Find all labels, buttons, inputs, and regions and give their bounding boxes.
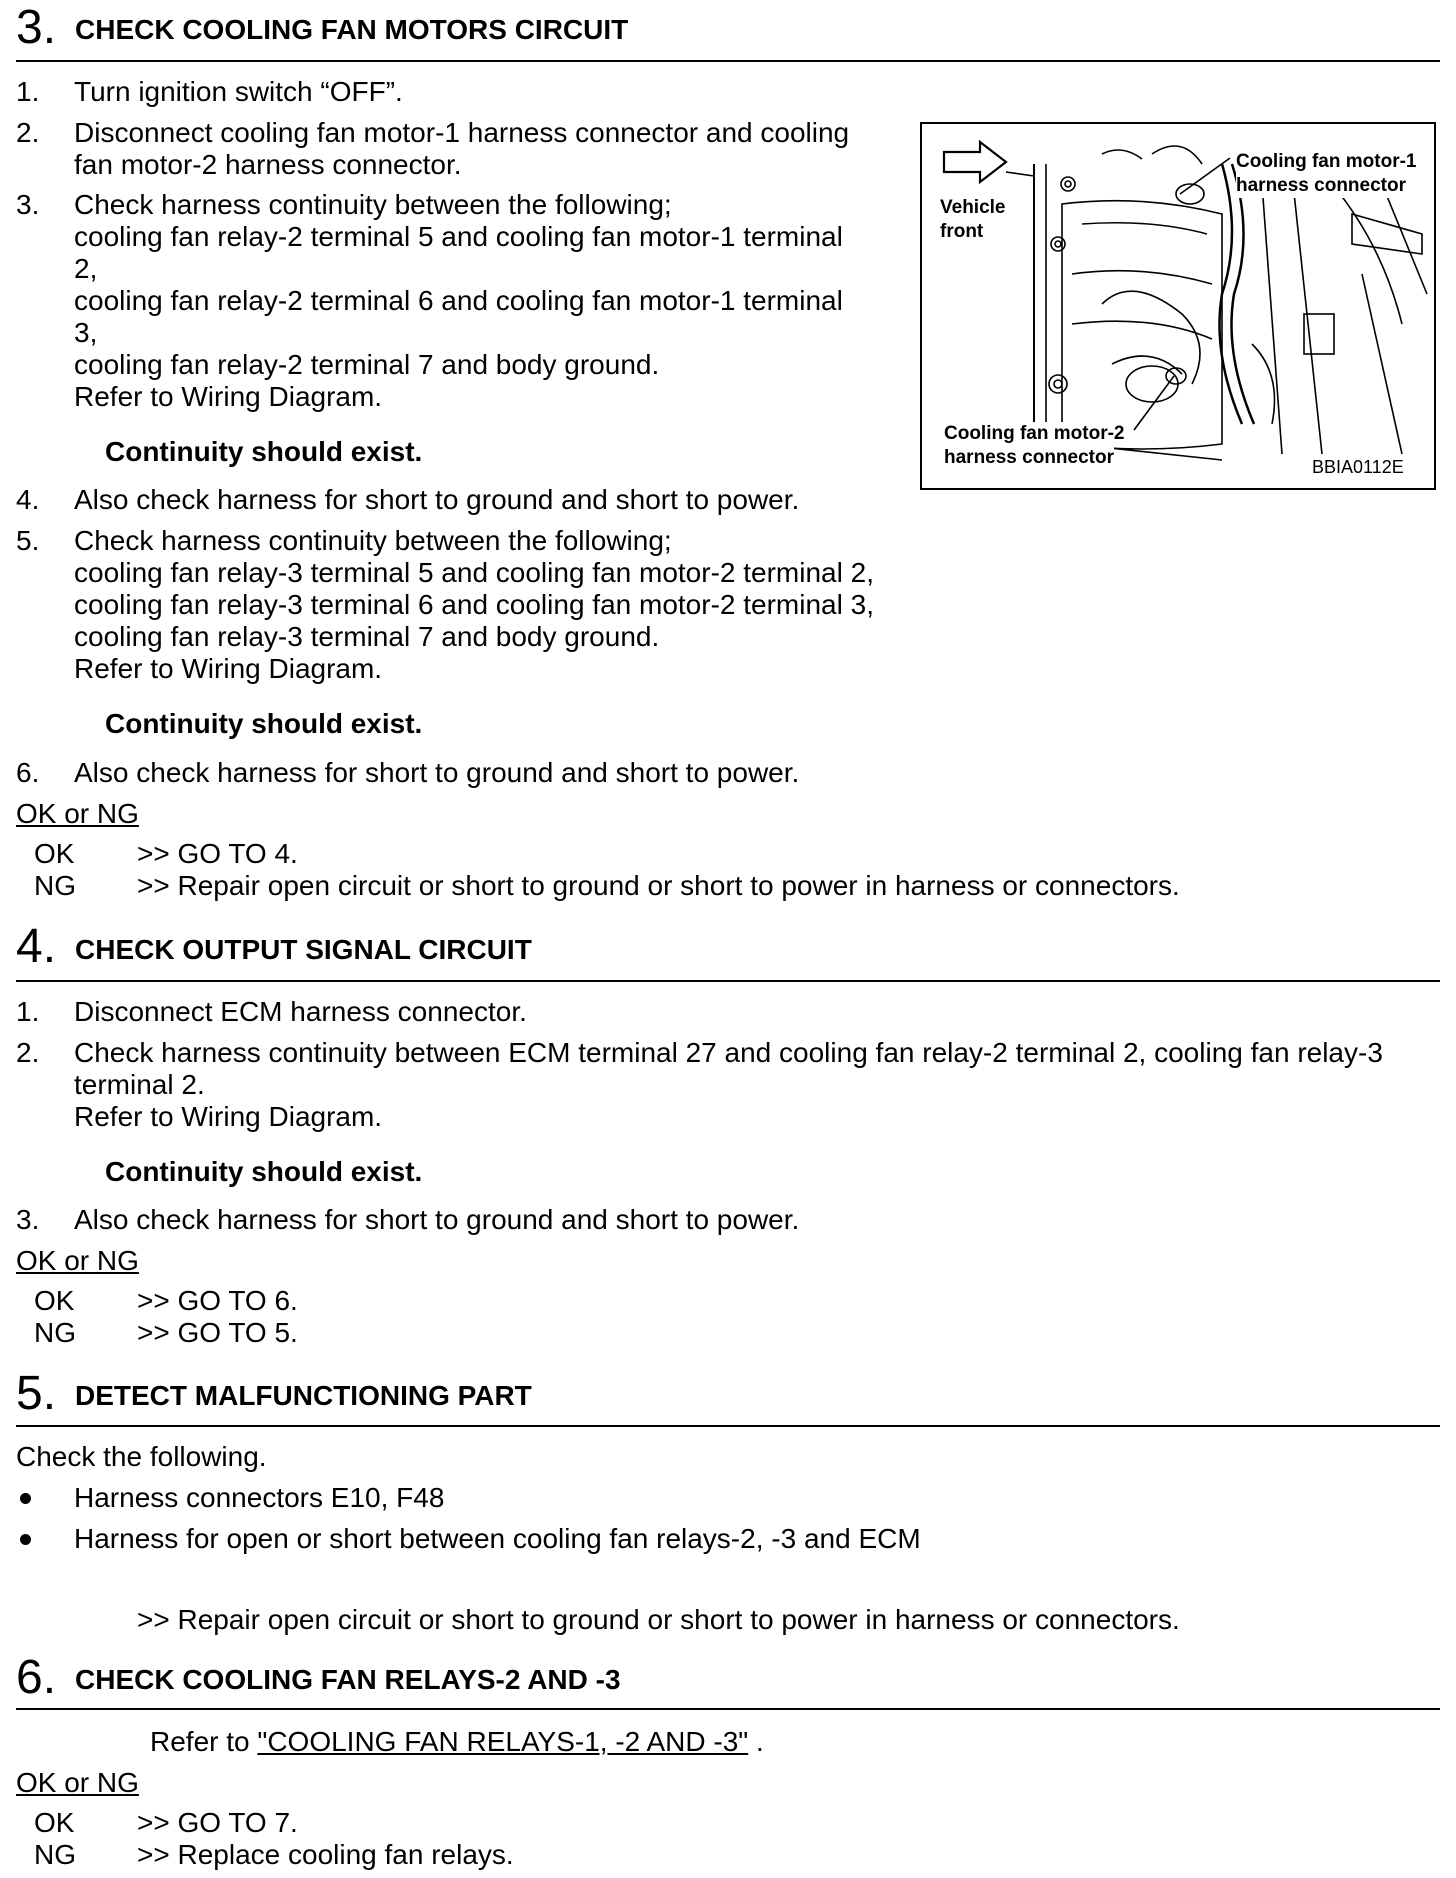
step-4-number: 4. — [16, 920, 57, 973]
list-number: 4. — [16, 484, 40, 515]
continuity-note: Continuity should exist. — [105, 1156, 423, 1187]
list-number: 3. — [16, 1204, 40, 1235]
list-item-text: cooling fan relay-3 terminal 7 and body ground. — [74, 621, 660, 652]
refer-line — [150, 1726, 764, 1758]
vehicle-front-label: Vehicle — [940, 197, 1006, 218]
ng-label: NG — [34, 870, 76, 901]
ok-label: OK — [34, 1285, 75, 1316]
step-5-number: 5. — [16, 1367, 57, 1420]
vehicle-front-label: front — [940, 221, 984, 242]
step-6-number: 6. — [16, 1651, 57, 1704]
connector-location-figure — [920, 122, 1436, 490]
list-number: 5. — [16, 525, 40, 556]
ng-action: >> Replace cooling fan relays. — [137, 1839, 514, 1870]
ng-action: >> Repair open circuit or short to ground or short to power in harness or connectors. — [137, 870, 1180, 901]
list-item-text: Refer to Wiring Diagram. — [74, 381, 383, 412]
list-item-text: cooling fan relay-3 terminal 6 and cooling fan motor-2 terminal 3, — [74, 589, 874, 620]
ok-action: >> GO TO 4. — [137, 838, 298, 869]
list-item-text: Check harness continuity between the following; — [74, 525, 672, 556]
ok-action: >> GO TO 6. — [137, 1285, 298, 1316]
step-6-rule — [16, 1708, 1440, 1710]
ok-or-ng-heading: OK or NG — [16, 1245, 139, 1276]
motor-1-connector-label: Cooling fan motor-1 — [1236, 151, 1417, 172]
list-number: 3. — [16, 189, 40, 220]
ng-label: NG — [34, 1839, 76, 1870]
ng-action: >> GO TO 5. — [137, 1317, 298, 1348]
step-3-title: CHECK COOLING FAN MOTORS CIRCUIT — [75, 14, 629, 45]
ok-or-ng-heading: OK or NG — [16, 1767, 139, 1798]
list-item-text: Turn ignition switch “OFF”. — [74, 76, 403, 107]
bullet-icon — [20, 1534, 31, 1545]
motor-2-connector-label: harness connector — [944, 447, 1114, 468]
list-item-text: Disconnect ECM harness connector. — [74, 996, 527, 1027]
list-item-text: Disconnect cooling fan motor-1 harness connector and cooling — [74, 117, 850, 148]
step-6-title: CHECK COOLING FAN RELAYS-2 AND -3 — [75, 1664, 621, 1695]
intro-text: Check the following. — [16, 1441, 267, 1472]
continuity-note: Continuity should exist. — [105, 436, 423, 467]
ok-or-ng-heading: OK or NG — [16, 798, 139, 829]
continuity-note: Continuity should exist. — [105, 708, 423, 739]
refer-prefix: Refer to — [150, 1726, 258, 1757]
repair-action: >> Repair open circuit or short to ground or short to power in harness or connectors. — [137, 1604, 1180, 1635]
ng-label: NG — [34, 1317, 76, 1348]
step-4-rule — [16, 980, 1440, 982]
list-item-text: Also check harness for short to ground and short to power. — [74, 1204, 800, 1235]
list-number: 1. — [16, 996, 40, 1027]
list-item-text: terminal 2. — [74, 1069, 205, 1100]
list-item-text: Refer to Wiring Diagram. — [74, 1101, 383, 1132]
motor-2-connector-label: Cooling fan motor-2 — [944, 423, 1125, 444]
list-item-text: fan motor-2 harness connector. — [74, 149, 462, 180]
list-number: 6. — [16, 757, 40, 788]
bullet-item-text: Harness for open or short between cooling fan relays-2, -3 and ECM — [74, 1523, 921, 1554]
step-5-rule — [16, 1425, 1440, 1427]
step-4-title: CHECK OUTPUT SIGNAL CIRCUIT — [75, 934, 532, 965]
ok-action: >> GO TO 7. — [137, 1807, 298, 1838]
list-item-text: Check harness continuity between ECM terminal 27 and cooling fan relay-2 terminal 2, cooling fan relay-3 — [74, 1037, 1383, 1068]
list-item-text: Check harness continuity between the following; — [74, 189, 672, 220]
list-item-text: 2, — [74, 253, 98, 284]
step-3-rule — [16, 60, 1440, 62]
list-number: 2. — [16, 1037, 40, 1068]
list-item-text: cooling fan relay-2 terminal 5 and cooling fan motor-1 terminal — [74, 221, 843, 252]
list-number: 1. — [16, 76, 40, 107]
cooling-fan-relays-link[interactable]: "COOLING FAN RELAYS-1, -2 AND -3" — [257, 1726, 749, 1757]
list-item-text: 3, — [74, 317, 98, 348]
bullet-item-text: Harness connectors E10, F48 — [74, 1482, 445, 1513]
motor-1-connector-label: harness connector — [1236, 175, 1406, 196]
figure-code: BBIA0112E — [1312, 457, 1404, 477]
arrow-right-icon — [944, 142, 1006, 182]
ok-label: OK — [34, 1807, 75, 1838]
ok-label: OK — [34, 838, 75, 869]
step-5-title: DETECT MALFUNCTIONING PART — [75, 1380, 532, 1411]
step-3-number: 3. — [16, 1, 57, 54]
list-item-text: Refer to Wiring Diagram. — [74, 653, 383, 684]
list-item-text: cooling fan relay-3 terminal 5 and cooling fan motor-2 terminal 2, — [74, 557, 874, 588]
list-item-text: Also check harness for short to ground and short to power. — [74, 484, 800, 515]
refer-suffix: . — [748, 1726, 764, 1757]
list-item-text: Also check harness for short to ground and short to power. — [74, 757, 800, 788]
list-item-text: cooling fan relay-2 terminal 7 and body ground. — [74, 349, 660, 380]
list-item-text: cooling fan relay-2 terminal 6 and cooling fan motor-1 terminal — [74, 285, 843, 316]
bullet-icon — [20, 1493, 31, 1504]
list-number: 2. — [16, 117, 40, 148]
